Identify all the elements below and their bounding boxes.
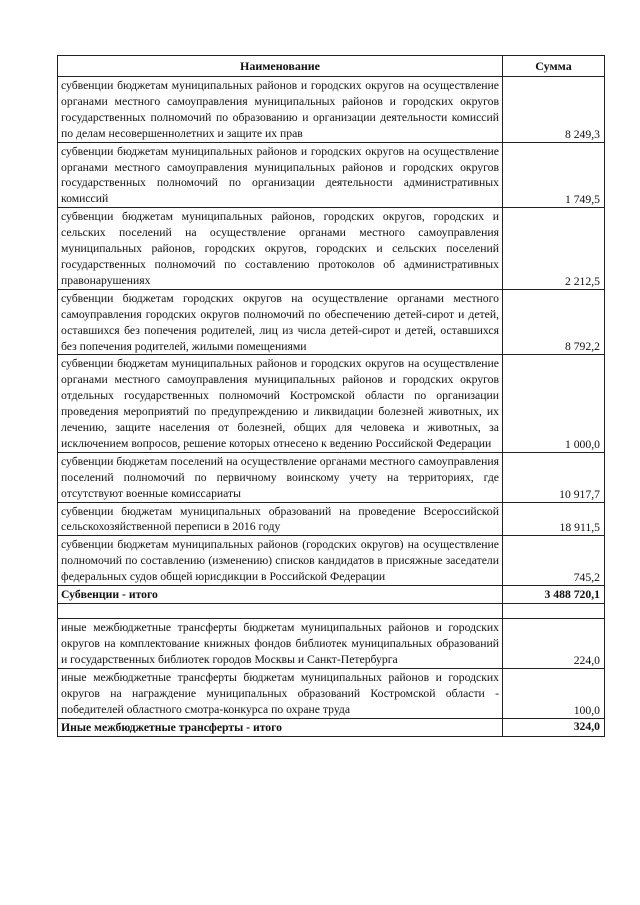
total-sum: 324,0 [503, 718, 605, 736]
row-name: иные межбюджетные трансферты бюджетам муниципальных районов и городских округов на комплектование книжных фондов библиотек муниципальных образований и государственных библиотек городов Москвы и Санкт-Петербурга [58, 619, 503, 669]
row-name: субвенции бюджетам городских округов на осуществление органами местного самоуправления городских округов полномочий по обеспечению детей-сирот и детей, оставшихся без попечения родителей, лиц из числа детей-сирот и детей, оставшихся без попечения родителей, жилыми помещениями [58, 289, 503, 355]
row-sum: 18 911,5 [503, 502, 605, 536]
total-name: Иные межбюджетные трансферты - итого [58, 718, 503, 736]
table-header-row [58, 56, 605, 77]
row-sum: 10 917,7 [503, 452, 605, 502]
row-name: субвенции бюджетам поселений на осуществление органами местного самоуправления поселений полномочий по первичному воинскому учету на территориях, где отсутствуют военные комиссариаты [58, 452, 503, 502]
row-name: субвенции бюджетам муниципальных районов, городских округов, городских и сельских поселений на осуществление органами местного самоуправления муниципальных районов, городских округов, городских и сельских поселений государственных полномочий по составлению протоколов об административных правонарушениях [58, 208, 503, 290]
other-total-row [58, 718, 605, 736]
row-sum: 2 212,5 [503, 208, 605, 290]
total-name: Субвенции - итого [58, 586, 503, 604]
total-sum: 3 488 720,1 [503, 586, 605, 604]
row-name: субвенции бюджетам муниципальных районов и городских округов на осуществление органами местного самоуправления муниципальных районов и городских округов государственных полномочий по организации деятельности административных комиссий [58, 142, 503, 208]
row-name: субвенции бюджетам муниципальных районов (городских округов) на осуществление полномочий по составлению (изменению) списков кандидатов в присяжные заседатели федеральных судов общей юрисдикции в Российской Федерации [58, 536, 503, 586]
document-page [57, 55, 604, 737]
table-row [58, 619, 605, 669]
row-name: субвенции бюджетам муниципальных районов и городских округов на осуществление органами местного самоуправления муниципальных районов и городских округов отдельных государственных полномочий Костромской области по организации проведения мероприятий по предупреждению и ликвидации болезней животных, их лечению, защите населения от болезней, общих для человека и животных, за исключением вопросов, решение которых отнесено к ведению Российской Федерации [58, 355, 503, 452]
spacer-row [58, 604, 605, 619]
spacer-cell [503, 604, 605, 619]
table-row [58, 502, 605, 536]
row-name: субвенции бюджетам муниципальных районов и городских округов на осуществление органами местного самоуправления муниципальных районов и городских округов государственных полномочий по образованию и организации деятельности комиссий по делам несовершеннолетних и защите их прав [58, 77, 503, 143]
row-sum: 1 000,0 [503, 355, 605, 452]
header-name: Наименование [58, 56, 503, 77]
subventions-total-row [58, 586, 605, 604]
row-name: субвенции бюджетам муниципальных образований на проведение Всероссийской сельскохозяйственной переписи в 2016 году [58, 502, 503, 536]
budget-table [57, 55, 605, 737]
table-row [58, 355, 605, 452]
row-sum: 100,0 [503, 668, 605, 718]
row-name: иные межбюджетные трансферты бюджетам муниципальных районов и городских округов на награждение муниципальных образований Костромской области - победителей областного смотра-конкурса по охране труда [58, 668, 503, 718]
row-sum: 8 249,3 [503, 77, 605, 143]
row-sum: 8 792,2 [503, 289, 605, 355]
row-sum: 224,0 [503, 619, 605, 669]
table-row [58, 668, 605, 718]
header-sum: Сумма [503, 56, 605, 77]
table-row [58, 452, 605, 502]
row-sum: 1 749,5 [503, 142, 605, 208]
table-row [58, 289, 605, 355]
row-sum: 745,2 [503, 536, 605, 586]
table-row [58, 142, 605, 208]
table-row [58, 536, 605, 586]
spacer-cell [58, 604, 503, 619]
table-row [58, 77, 605, 143]
table-row [58, 208, 605, 290]
